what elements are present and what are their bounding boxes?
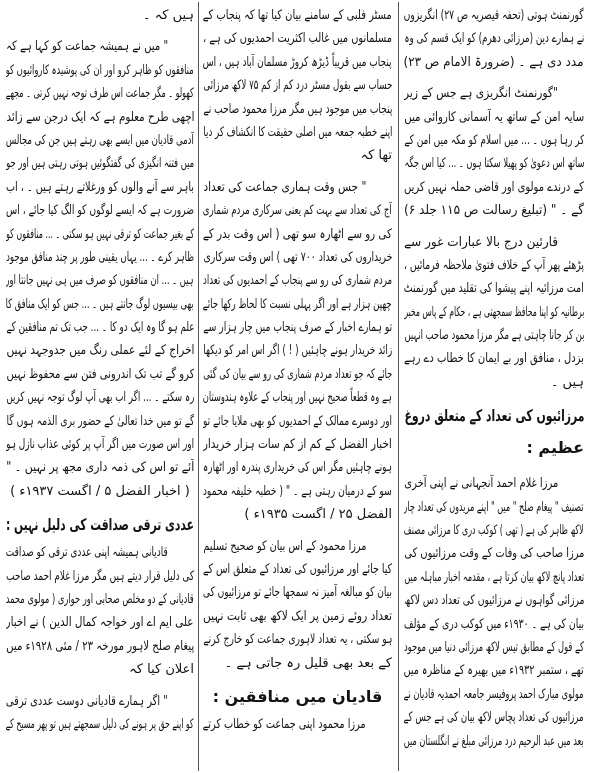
- line-text: اچھی طرح معلوم ہے کہ ایک درجن سے زائد: [6, 109, 194, 125]
- line: [404, 542, 584, 565]
- line: [6, 658, 194, 681]
- line-text: کے قول کے مطابق تیس لاکھ مرزائی دنیا میں موجود: [404, 639, 584, 655]
- heading-text: عظیم :: [526, 438, 584, 458]
- paragraph: [404, 4, 584, 74]
- line: [203, 581, 392, 604]
- line-text: تھا کہ: [360, 148, 392, 164]
- line: [203, 293, 392, 316]
- line: [404, 254, 584, 277]
- line: [6, 246, 194, 269]
- line-text: گے تو میں خدا تعالیٰ کے حضور بری الذمہ ہوں گا: [6, 413, 194, 429]
- line: [203, 223, 392, 246]
- line: [6, 106, 194, 129]
- line: [203, 246, 392, 269]
- quote-paragraph: [203, 176, 392, 527]
- line-text: بزدل ، منافق اور بے ایمان کا خطاب دے رہے: [404, 351, 584, 367]
- line: [6, 635, 194, 658]
- column-left: [6, 4, 194, 736]
- heading-text: عددی ترقی صداقت کی دلیل نہیں :: [6, 515, 194, 535]
- line-text: ہے وہ قطعاً صحیح نہیں اور پنجاب کے علاوہ ہندوستان: [203, 390, 392, 406]
- line: [6, 386, 194, 409]
- line-text: کے درندے مولوی اور قاضی حملہ نہیں کریں: [404, 179, 584, 195]
- line: [203, 27, 392, 50]
- line: [6, 59, 194, 82]
- line-text: مرزا غلام احمد آنجہانی نے اپنی آخری: [404, 476, 558, 492]
- line: [6, 4, 194, 27]
- line: [203, 199, 392, 222]
- line-text: منافقوں کو ظاہر کرو اور ان کی پوشیدہ کاروائیوں کو: [6, 62, 194, 78]
- line: [404, 371, 584, 394]
- line: [6, 456, 194, 479]
- line-text: بھی بیسیوں لوگ جانتے ہیں ۔ ... جس کو ایک منافق کا: [6, 296, 194, 312]
- line-text: قادیانی کے دو مخلص صحابی اور حواری ( مولوی محمد: [6, 591, 194, 607]
- quote-paragraph: [6, 690, 194, 737]
- line: [6, 588, 194, 611]
- line: [203, 410, 392, 433]
- line-text: مرزائی گواہوں نے مرزائیوں کی تعداد دس لاکھ: [404, 593, 584, 609]
- line: [203, 480, 392, 503]
- line: [6, 82, 194, 105]
- paragraph: [203, 535, 392, 675]
- line-text: پنجاب میں موجود ہیں مگر مرزا محمود صاحب نے: [203, 101, 392, 117]
- line: [6, 35, 194, 58]
- line-text: برطانیہ کو اپنا محافظ سمجھتی ہے ، حکام کے پاس مخبر: [404, 304, 584, 320]
- heading-line: [404, 432, 584, 464]
- line-text: مسلمانوں میں غالب اکثریت احمدیوں کی ہے ،: [203, 31, 392, 47]
- line: [404, 51, 584, 74]
- line-text: تو ہمارے اخبار کے صرف پنجاب میں چار ہزار سے: [203, 320, 392, 336]
- line: [203, 652, 392, 675]
- line: [6, 293, 194, 316]
- line-text: حساب سے بقول مسٹر درد کم از کم ۷۵ لاکھ مرزائی: [203, 78, 392, 94]
- line-text: نے ہمارے دین (مرزائی دھرم) کو ایک قسم کی وہ: [404, 31, 584, 47]
- line: [404, 613, 584, 636]
- line: [203, 713, 392, 736]
- line: [6, 223, 194, 246]
- line-text: پیغام صلح لاہور مورخہ ۲۳ / مئی ۱۹۲۸ء میں: [6, 638, 194, 654]
- paragraph: [203, 4, 392, 168]
- line-text: امت مرزائیہ اپنے پیشوا کی تقلید میں گورنمنٹ: [404, 281, 584, 297]
- line-text: سو کے درمیان رہتی ہے ۔ " ( خطبہ خلیفہ محمود: [203, 483, 392, 499]
- line: [404, 27, 584, 50]
- line: [404, 566, 584, 589]
- line-text: مردم شماری کی رو سے پنجاب کے احمدیوں کی تعداد: [203, 273, 392, 289]
- line: [6, 565, 194, 588]
- line-text: تھے ، ستمبر ۱۹۳۲ء میں بھیرہ کے مناظرہ میں: [404, 663, 584, 679]
- paragraph: [203, 713, 392, 736]
- heading-line: [6, 509, 194, 541]
- line: [6, 176, 194, 199]
- line: [404, 589, 584, 612]
- line: [203, 4, 392, 27]
- line-text: کی دلیل قرار دیتے ہیں مگر مرزا غلام احمد صاحب: [6, 568, 194, 584]
- line-text: قادیانی ہمیشہ اپنی عددی ترقی کو صداقت: [6, 545, 168, 561]
- line-text: ہو سکتی ، یہ تعداد لاہوری جماعت کو خارج کرنے: [203, 632, 392, 648]
- line-text: اخراج کے لئے عملی رنگ میں جدوجہد نہیں: [6, 343, 194, 359]
- line-text: چھپن ہزار ہے اور اگر پہلی نسبت کا لحاظ رکھا جائے: [203, 296, 392, 312]
- line-text: اپنے خطبہ جمعہ میں اصلی حقیقت کا انکشاف کر دیا: [203, 124, 392, 140]
- line: [404, 730, 584, 753]
- line: [404, 496, 584, 519]
- quote-paragraph: [6, 35, 194, 503]
- line: [6, 152, 194, 175]
- line-text: پڑھئے پھر آپ کے خلاف فتویٰ ملاحظہ فرمائیں ،: [404, 257, 584, 273]
- citation: [203, 503, 392, 526]
- section-heading: [404, 400, 584, 464]
- line-text: ہیں کہ ۔: [142, 8, 194, 23]
- line-text: اور دوسرے ممالک کے احمدیوں کو بھی ملایا جائے تو: [203, 413, 392, 429]
- paragraph: [6, 541, 194, 681]
- line-text: میں فتنہ انگیزی کی گفتگوئیں ہوتی رہتی ہیں اور جو: [6, 156, 194, 172]
- line: [404, 231, 584, 254]
- line-text: " اگر ہمارے قادیانی دوست عددی ترقی: [6, 693, 168, 709]
- heading-line: [203, 681, 392, 713]
- line: [404, 706, 584, 729]
- line-text: کی رو سے اٹھارہ سو تھی ( اس وقت بدر کے: [203, 226, 392, 242]
- line-text: کیا جائے اور مرزائیوں کی تعداد کے متعلق اس کے: [203, 561, 392, 577]
- line: [404, 636, 584, 659]
- line-text: ہونے چاہئیں مگر اس کی خریداری پندرہ اور اٹھارہ: [203, 460, 392, 476]
- line-text: اخبار الفضل کے کم از کم سات ہزار خریدار: [203, 437, 392, 453]
- line: [6, 363, 194, 386]
- line-text: آج کی تعداد سے بہت کم یعنی سرکاری مردم شماری: [203, 203, 392, 219]
- quote-paragraph: [404, 82, 584, 222]
- line-text: ساتھ اس دعویٰ کو پھیلا سکتا ہوں ۔ ... کیا اس جگہ: [404, 156, 584, 172]
- line-text: بعد میں عبد الرحیم درد مرزائی مبلغ نے انگلستان میں: [404, 733, 584, 749]
- line: [404, 347, 584, 370]
- heading-text: قادیان میں منافقین :: [212, 686, 383, 706]
- line: [6, 129, 194, 152]
- line: [6, 541, 194, 564]
- line: [6, 611, 194, 634]
- line-text: ہیں ۔ ... ان منافقوں کو صرف میں ہی نہیں جانتا اور: [6, 273, 194, 289]
- line: [404, 152, 584, 175]
- column-rule-left: [198, 2, 199, 771]
- line: [203, 363, 392, 386]
- column-rule-right: [398, 2, 399, 771]
- line-text: گے ۔ " (تبلیغ رسالت ص ۱۱۵ جلد ۶): [404, 203, 584, 219]
- line: [404, 176, 584, 199]
- paragraph: [404, 472, 584, 753]
- line-text: گورنمنٹ ہوتی (تحفہ قیصریہ ص ۲۷) انگریزوں: [404, 8, 584, 23]
- line: [203, 558, 392, 581]
- line-text: آدمی قادیان میں ایسے بھی رہتے ہیں جن کی مجالس: [6, 132, 194, 148]
- line-text: الفضل ۲۵ / اگست ۱۹۳۵ء ): [244, 507, 392, 523]
- line-text: لاکھ ظاہر کی ہے ( تھی ) کوکب دری کا مرزائی مصنف: [404, 523, 584, 539]
- line: [203, 51, 392, 74]
- line: [203, 176, 392, 199]
- line-text: کے بغیر جماعت کو ترقی نہیں ہو سکتی ۔ ... منافقوں کو: [6, 226, 194, 242]
- line-text: مسٹر فلبی کے سامنے بیان کیا تھا کہ پنجاب کے: [203, 8, 392, 23]
- line: [203, 144, 392, 167]
- line: [203, 433, 392, 456]
- column-right: [404, 4, 584, 753]
- line: [203, 98, 392, 121]
- line-text: کے بعد بھی قلیل رہ جاتی ہے ۔: [224, 655, 392, 671]
- paragraph: [404, 231, 584, 395]
- line-text: جائے کہ جو تعداد مردم شماری کی رو سے بیان کی گئی: [203, 366, 392, 382]
- line: [404, 277, 584, 300]
- line-text: تصنیف " پیغام صلح " میں " اپنے مریدوں کی تعداد چار: [404, 499, 584, 515]
- line-text: ہیں ۔: [550, 374, 584, 390]
- line-text: ظاہر کرے ۔ ... یہاں یقینی طور پر چند منافق موجود: [6, 249, 194, 265]
- column-middle: [203, 4, 392, 736]
- line: [6, 316, 194, 339]
- line: [404, 519, 584, 542]
- line: [404, 129, 584, 152]
- paragraph: [6, 4, 194, 27]
- line-text: مدد دی ہے ۔ (ضرورۃ الامام ص ۲۳): [404, 54, 584, 70]
- line: [6, 410, 194, 433]
- line-text: ( اخبار الفضل ۵ / اگست ۱۹۳۷ء ): [10, 483, 190, 499]
- line-text: کھولو ۔ مگر جماعت اس طرف توجہ نہیں کرتی ۔ مجھے: [6, 86, 194, 102]
- line-text: اعلان کیا کہ: [129, 662, 194, 678]
- line-text: باہر سے آنے والوں کو ورغلاتے رہتے ہیں ۔ ، اب: [6, 179, 194, 195]
- line: [404, 301, 584, 324]
- line-text: " میں نے ہمیشہ جماعت کو کہا ہے کہ: [6, 39, 168, 55]
- line: [203, 456, 392, 479]
- line-text: بن کر جانا چاہتی ہے مگر مرزا محمود صاحب انہیں: [404, 328, 584, 344]
- line-text: بیان کو مبالغہ آمیز نہ سمجھا جائے تو مرزائیوں کی: [203, 585, 392, 601]
- line: [404, 4, 584, 27]
- line-text: پنجاب میں قریباً ڈیڑھ کروڑ مسلمان آباد ہیں ، اس: [203, 54, 392, 70]
- heading-line: [404, 400, 584, 432]
- section-heading: [6, 509, 194, 541]
- line-text: تعداد پانچ لاکھ بیان کرتا ہے ، مقدمہ اخبار مباہلہ میں: [404, 569, 584, 585]
- line-text: کر رہا ہوں ۔ ... میں اسلام کو مکہ میں امن کے: [404, 132, 584, 148]
- line: [203, 316, 392, 339]
- line: [6, 199, 194, 222]
- line: [6, 690, 194, 713]
- line-text: تعداد روئے زمین پر ایک لاکھ بھی ثابت نہیں: [203, 608, 392, 624]
- line: [203, 74, 392, 97]
- line-text: کو اپنے حق پر ہونے کی دلیل سمجھتے ہیں تو پھر مسیح کے: [6, 716, 194, 732]
- line-text: علم ہو گا وہ ایک دو کا ۔ ... جب تک تم منافقین کے: [6, 320, 194, 336]
- line: [203, 535, 392, 558]
- line: [404, 199, 584, 222]
- line-text: بیان کی ہے ۔ ۱۹۳۰ء میں کوکب دری کے مؤلف: [404, 616, 584, 632]
- line: [404, 472, 584, 495]
- line: [404, 683, 584, 706]
- line-text: آئے تو اس کی ذمہ داری مجھ پر نہیں ۔ ": [6, 460, 194, 476]
- line: [6, 269, 194, 292]
- line: [404, 82, 584, 105]
- line: [203, 628, 392, 651]
- line: [6, 433, 194, 456]
- line-text: مرزائیوں کی تعداد پچاس لاکھ بیان کی ہے جس کے: [404, 710, 584, 726]
- line: [203, 269, 392, 292]
- line: [404, 659, 584, 682]
- line: [203, 121, 392, 144]
- line-text: رہ سکتے ۔ ... اگر اب بھی آپ لوگ توجہ نہیں کریں: [6, 390, 194, 406]
- line: [203, 339, 392, 362]
- line: [404, 324, 584, 347]
- citation: [6, 480, 194, 503]
- line-text: مرزا صاحب کی وفات کے وقت مرزائیوں کی: [404, 546, 584, 562]
- line-text: کرو گے تب تک اندرونی فتن سے محفوظ نہیں: [6, 366, 194, 382]
- line: [203, 386, 392, 409]
- line-text: ضرورت ہے کہ ایسے لوگوں کو الگ کیا جائے ، اس: [6, 203, 194, 219]
- heading-text: مرزائیوں کی تعداد کے متعلق دروغ: [404, 406, 584, 426]
- line-text: " جس وقت ہماری جماعت کی تعداد: [203, 179, 366, 195]
- line-text: مرزا محمود کے اس بیان کو صحیح تسلیم: [203, 538, 366, 554]
- line-text: مولوی مبارک احمد پروفیسر جامعہ احمدیہ قادیان نے: [404, 686, 584, 702]
- line: [6, 339, 194, 362]
- section-heading: [203, 681, 392, 713]
- line-text: قارئین درج بالا عبارات غور سے: [404, 234, 558, 250]
- line-text: زائد خریدار ہونے چاہئیں ( ! ) اگر اس امر کو دیکھا: [203, 343, 392, 359]
- line: [203, 605, 392, 628]
- line-text: سایہ امن کے ساتھ یہ آسمانی کاروائی میں: [404, 109, 584, 125]
- line-text: علی ایم اے اور خواجہ کمال الدین ) نے اخبار: [6, 615, 194, 631]
- line-text: "گورنمنٹ انگریزی ہے جس کے زیر: [404, 86, 558, 102]
- line-text: اور اس صورت میں اگر آپ پر کوئی عذاب نازل ہو: [6, 437, 194, 453]
- line-text: مرزا محمود اپنی جماعت کو خطاب کرتے: [203, 716, 366, 732]
- line-text: خریداروں کی تعداد ۷۰۰ تھی ) اس وقت سرکاری: [203, 249, 392, 265]
- line: [404, 106, 584, 129]
- line: [6, 713, 194, 736]
